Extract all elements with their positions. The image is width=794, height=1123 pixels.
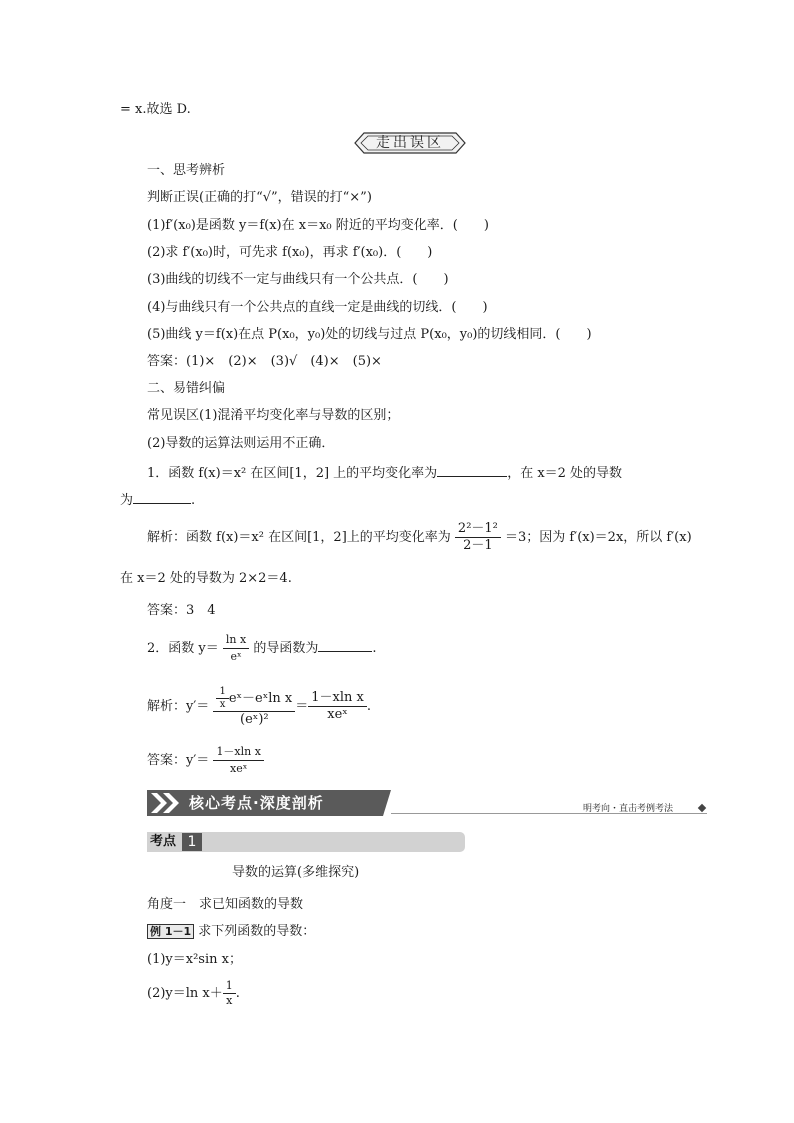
judge-item-4: (4)与曲线只有一个公共点的直线一定是曲线的切线．( ) [147,300,488,315]
common-mistake-2: (2)导数的运算法则运用不正确． [147,436,335,451]
q1-blank-2 [133,490,191,504]
q2-frac-numerator: ln x [223,632,249,649]
q1-line2 [120,490,195,510]
diamond-icon [698,804,706,812]
q2-answer-numerator: 1－xln x [213,744,264,761]
q1-solution-line1 [147,519,692,557]
example-text: 求下列函数的导数： [198,924,316,939]
q2-answer-denominator: xeˣ [230,762,248,775]
core-section-title: 核心考点·深度剖析 [189,794,324,812]
q1-text-b: ，在 x＝2 处的导数 [507,466,623,481]
example-item-2 [147,976,240,1012]
q2-solution [147,676,371,738]
example-item-1: (1)y＝x²sin x； [147,952,242,967]
part1-instruction: 判断正误(正确的打“√”，错误的打“×”) [147,190,372,205]
q2-frac-denominator: eˣ [230,650,242,663]
q2-sol-numerator [213,686,295,712]
q2-sol2-numerator: 1－xln x [308,690,367,707]
mistake-zone-banner [354,132,466,154]
q2-fraction [223,632,249,665]
q2-sol-inner-den: x [219,698,226,710]
q2-sol-inner-fraction [216,686,228,711]
q1-answer: 答案：3 4 [147,603,216,618]
q1-blank-1 [437,463,507,477]
judge-item-3: (3)曲线的切线不一定与曲线只有一个公共点．( ) [147,272,449,287]
kaodian-title: 导数的运算(多维探究) [232,865,360,880]
q1-text-d: . [191,493,196,508]
judge-item-5: (5)曲线 y＝f(x)在点 P(x₀，y₀)处的切线与过点 P(x₀，y₀)的切线相同．( ) [147,327,592,342]
q2-blank [318,638,372,652]
part2-heading: 二、易错纠偏 [147,381,226,396]
q2-sol-end: . [366,699,371,714]
q2-answer [147,742,264,780]
q2-text-b: 的导函数为 [253,641,319,656]
angle-heading: 角度一 求已知函数的导数 [147,897,304,912]
q1-solution-b: ＝3；因为 f′(x)＝2x，所以 f′(x) [505,530,692,545]
q1-text-c: 为 [120,493,134,508]
q2-sol-num-rest: eˣ－eˣln x [228,690,293,706]
judge-item-2: (2)求 f′(x₀)时，可先求 f(x₀)，再求 f′(x₀)．( ) [147,245,433,260]
mistake-zone-title: 走出误区 [376,135,444,151]
q2-solution-label: 解析：y′＝ [147,699,210,714]
q2-text-c: . [372,641,377,656]
core-section-banner [147,790,391,816]
q2-sol-denominator: (eˣ)² [240,711,269,727]
example-item-2-fraction [223,979,236,1008]
example-tag: 例 1－1 [147,924,194,939]
top-line: = x.故选 D. [120,102,191,117]
kaodian-label: 考点 [150,834,177,849]
q2-line [147,630,377,668]
example-item-2-a: (2)y＝ln x＋ [147,986,223,1001]
q2-solution-fraction-1 [213,686,295,728]
q1-text-a: 1．函数 f(x)＝x² 在区间[1，2] 上的平均变化率为 [147,466,438,481]
q1-solution-fraction [455,521,501,554]
example-line [147,923,315,941]
example-frac-den: x [226,994,233,1007]
q2-answer-label: 答案：y′＝ [147,753,210,768]
q2-answer-fraction [213,744,264,777]
q2-text-a: 2．函数 y＝ [147,641,219,656]
q2-sol-eq: ＝ [295,699,309,714]
q1-solution-c: 在 x＝2 处的导数为 2×2＝4. [120,571,292,586]
judge-item-1: (1)f′(x₀)是函数 y＝f(x)在 x＝x₀ 附近的平均变化率．( ) [147,218,489,233]
q1-frac-denominator: 2－1 [463,538,493,553]
part1-heading: 一、思考辨析 [147,163,226,178]
q1-line1 [147,463,622,483]
q1-solution-a: 解析：函数 f(x)＝x² 在区间[1，2]上的平均变化率为 [147,530,451,545]
q2-sol-inner-num: 1 [216,686,228,699]
kaodian-number: 1 [182,833,202,851]
common-mistake-1: 常见误区(1)混淆平均变化率与导数的区别； [147,408,400,423]
example-item-2-end: . [235,986,240,1001]
example-frac-num: 1 [223,979,236,994]
core-section-subtitle: 明考向・直击考例考法 [583,804,674,814]
q2-sol2-denominator: xeˣ [327,707,348,722]
q2-solution-fraction-2 [308,690,367,723]
part1-answer: 答案：(1)× (2)× (3)√ (4)× (5)× [147,354,382,369]
q1-frac-numerator: 2²－1² [455,521,501,538]
